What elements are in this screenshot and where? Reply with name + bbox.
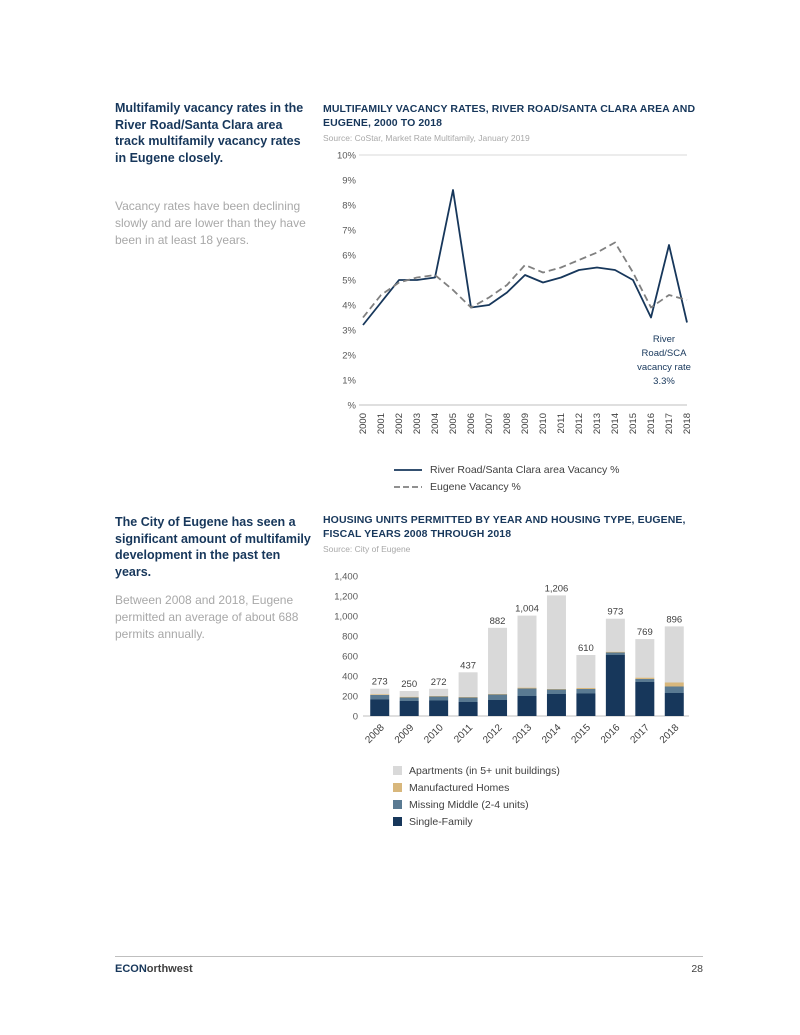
svg-text:2011: 2011 xyxy=(556,412,567,434)
bar-segment xyxy=(370,694,389,695)
bar-segment xyxy=(665,626,684,682)
svg-text:2008: 2008 xyxy=(363,722,387,746)
bar-segment xyxy=(370,688,389,694)
svg-text:2016: 2016 xyxy=(646,412,657,434)
svg-text:2003: 2003 xyxy=(412,412,423,434)
legend-label: River Road/Santa Clara area Vacancy % xyxy=(430,463,620,476)
svg-text:610: 610 xyxy=(577,642,594,654)
legend-label: Missing Middle (2-4 units) xyxy=(409,798,529,811)
svg-text:2016: 2016 xyxy=(598,722,623,746)
vacancy-chart-title: MULTIFAMILY VACANCY RATES, RIVER ROAD/SANTA CLARA AREA AND EUGENE, 2000 TO 2018 xyxy=(323,103,696,129)
legend-item xyxy=(393,816,705,828)
permits-legend xyxy=(393,765,705,828)
svg-text:2014: 2014 xyxy=(540,722,564,746)
bar-segment xyxy=(635,682,654,716)
permits-bar-chart-svg xyxy=(323,558,695,758)
svg-text:973: 973 xyxy=(607,606,624,618)
bar-segment xyxy=(576,688,595,689)
svg-text:2%: 2% xyxy=(342,350,356,362)
annotation-line: 3.3% xyxy=(653,376,675,388)
section2-heading: The City of Eugene has seen a significant amount of multifamily development in the past ten years. xyxy=(115,515,311,579)
svg-text:4%: 4% xyxy=(342,300,356,312)
svg-text:%: % xyxy=(347,400,356,412)
svg-text:6%: 6% xyxy=(342,250,356,262)
svg-text:2014: 2014 xyxy=(610,412,621,434)
bar-segment xyxy=(488,700,507,716)
bar-segment xyxy=(606,655,625,716)
legend-item xyxy=(393,782,705,794)
bar-segment xyxy=(488,628,507,694)
svg-text:2017: 2017 xyxy=(628,722,652,746)
bar-segment xyxy=(429,696,448,700)
bar-segment xyxy=(459,697,478,698)
annotation-line: vacancy rate xyxy=(637,362,691,374)
color-swatch xyxy=(393,817,402,826)
svg-text:2009: 2009 xyxy=(520,412,531,434)
svg-text:2012: 2012 xyxy=(574,412,585,434)
svg-text:1,400: 1,400 xyxy=(334,571,358,583)
bar-segment xyxy=(459,672,478,697)
solid-line-swatch xyxy=(393,465,423,475)
legend-label: Apartments (in 5+ unit buildings) xyxy=(409,764,560,777)
river-road-vacancy-line xyxy=(363,190,687,325)
bar-segment xyxy=(635,639,654,678)
section2-body: Between 2008 and 2018, Eugene permitted an average of about 688 permits annually. xyxy=(115,593,299,641)
svg-text:5%: 5% xyxy=(342,275,356,287)
bar-segment xyxy=(606,618,625,651)
svg-text:2010: 2010 xyxy=(538,412,549,434)
bar-segment xyxy=(576,693,595,716)
color-swatch xyxy=(393,783,402,792)
svg-text:437: 437 xyxy=(460,660,477,672)
legend-label: Eugene Vacancy % xyxy=(430,480,521,493)
vacancy-chart-block xyxy=(323,103,705,498)
svg-text:2012: 2012 xyxy=(481,722,505,746)
bar-segment xyxy=(606,651,625,652)
legend-label: Manufactured Homes xyxy=(409,781,510,794)
logo-econ: ECON xyxy=(115,963,147,975)
svg-text:1,206: 1,206 xyxy=(544,583,569,595)
bar-segment xyxy=(400,697,419,701)
vacancy-line-chart-svg xyxy=(323,147,695,457)
bar-segment xyxy=(518,688,537,696)
bar-segment xyxy=(665,682,684,686)
svg-text:2010: 2010 xyxy=(422,722,446,746)
annotation-line: River xyxy=(652,333,676,345)
bar-segment xyxy=(635,679,654,682)
bar-segment xyxy=(400,701,419,716)
svg-text:2000: 2000 xyxy=(358,412,369,434)
bar-segment xyxy=(459,702,478,716)
page-number: 28 xyxy=(691,963,703,975)
bar-segment xyxy=(665,693,684,716)
bar-segment xyxy=(488,694,507,700)
svg-text:2001: 2001 xyxy=(376,412,387,434)
svg-text:0: 0 xyxy=(352,711,358,723)
svg-text:400: 400 xyxy=(342,671,358,683)
legend-item xyxy=(393,464,705,476)
bar-segment xyxy=(459,697,478,702)
svg-text:200: 200 xyxy=(342,691,358,703)
vacancy-chart-source: Source: CoStar, Market Rate Multifamily, January 2019 xyxy=(323,132,530,143)
svg-text:882: 882 xyxy=(489,615,506,627)
svg-text:2004: 2004 xyxy=(430,412,441,434)
svg-text:2018: 2018 xyxy=(657,722,682,746)
svg-text:769: 769 xyxy=(636,626,653,638)
svg-text:2013: 2013 xyxy=(592,412,603,434)
svg-text:10%: 10% xyxy=(336,150,356,162)
bar-segment xyxy=(518,696,537,716)
svg-text:2017: 2017 xyxy=(664,412,675,434)
svg-text:2005: 2005 xyxy=(448,412,459,434)
permits-chart-block xyxy=(323,514,705,833)
svg-text:2015: 2015 xyxy=(628,412,639,434)
legend-item xyxy=(393,481,705,493)
svg-text:2018: 2018 xyxy=(682,412,693,434)
svg-text:8%: 8% xyxy=(342,200,356,212)
bar-segment xyxy=(576,655,595,688)
permits-chart-title: HOUSING UNITS PERMITTED BY YEAR AND HOUSING TYPE, EUGENE, FISCAL YEARS 2008 THROUGH 2018 xyxy=(323,514,686,540)
svg-text:2006: 2006 xyxy=(466,412,477,434)
dashed-line-swatch xyxy=(393,482,423,492)
svg-text:2015: 2015 xyxy=(569,722,594,746)
vacancy-line-chart xyxy=(323,147,705,462)
svg-text:7%: 7% xyxy=(342,225,356,237)
bar-segment xyxy=(518,687,537,688)
bar-segment xyxy=(547,694,566,716)
svg-text:2011: 2011 xyxy=(452,722,476,746)
bar-segment xyxy=(488,694,507,695)
svg-text:2002: 2002 xyxy=(394,412,405,434)
bar-segment xyxy=(429,696,448,697)
svg-text:2007: 2007 xyxy=(484,412,495,434)
bar-segment xyxy=(370,699,389,716)
bar-segment xyxy=(665,686,684,693)
svg-text:273: 273 xyxy=(371,676,388,688)
bar-segment xyxy=(547,689,566,690)
bar-segment xyxy=(518,615,537,687)
legend-item xyxy=(393,765,705,777)
bar-segment xyxy=(606,652,625,655)
svg-text:1,004: 1,004 xyxy=(515,603,539,615)
svg-text:600: 600 xyxy=(342,651,358,663)
permits-chart-source: Source: City of Eugene xyxy=(323,543,411,554)
svg-text:1,200: 1,200 xyxy=(334,591,358,603)
svg-text:2013: 2013 xyxy=(510,722,535,746)
vacancy-legend xyxy=(393,464,705,493)
svg-text:2008: 2008 xyxy=(502,412,513,434)
section1-body: Vacancy rates have been declining slowly and are lower than they have been in at least 18 years. xyxy=(115,199,306,247)
section1-heading: Multifamily vacancy rates in the River Road/Santa Clara area track multifamily vacancy rates in Eugene closely. xyxy=(115,101,304,165)
econorthwest-logo xyxy=(115,963,193,975)
svg-text:2009: 2009 xyxy=(392,722,417,746)
bar-segment xyxy=(635,677,654,678)
legend-label: Single-Family xyxy=(409,815,473,828)
svg-text:800: 800 xyxy=(342,631,358,643)
bar-segment xyxy=(400,691,419,697)
bar-segment xyxy=(429,689,448,696)
bar-segment xyxy=(547,595,566,689)
svg-text:1,000: 1,000 xyxy=(334,611,358,623)
bar-segment xyxy=(429,700,448,716)
vacancy-annotation xyxy=(625,333,703,390)
bar-segment xyxy=(547,689,566,694)
bar-segment xyxy=(576,689,595,694)
logo-orthwest: orthwest xyxy=(146,963,193,975)
bar-segment xyxy=(370,695,389,700)
svg-text:3%: 3% xyxy=(342,325,356,337)
svg-text:272: 272 xyxy=(430,676,447,688)
footer-divider xyxy=(115,956,703,957)
legend-item xyxy=(393,799,705,811)
svg-text:250: 250 xyxy=(401,678,418,690)
svg-text:9%: 9% xyxy=(342,175,356,187)
svg-text:1%: 1% xyxy=(342,375,356,387)
color-swatch xyxy=(393,766,402,775)
color-swatch xyxy=(393,800,402,809)
bar-segment xyxy=(400,696,419,697)
svg-text:896: 896 xyxy=(666,614,683,626)
annotation-line: Road/SCA xyxy=(641,347,687,359)
